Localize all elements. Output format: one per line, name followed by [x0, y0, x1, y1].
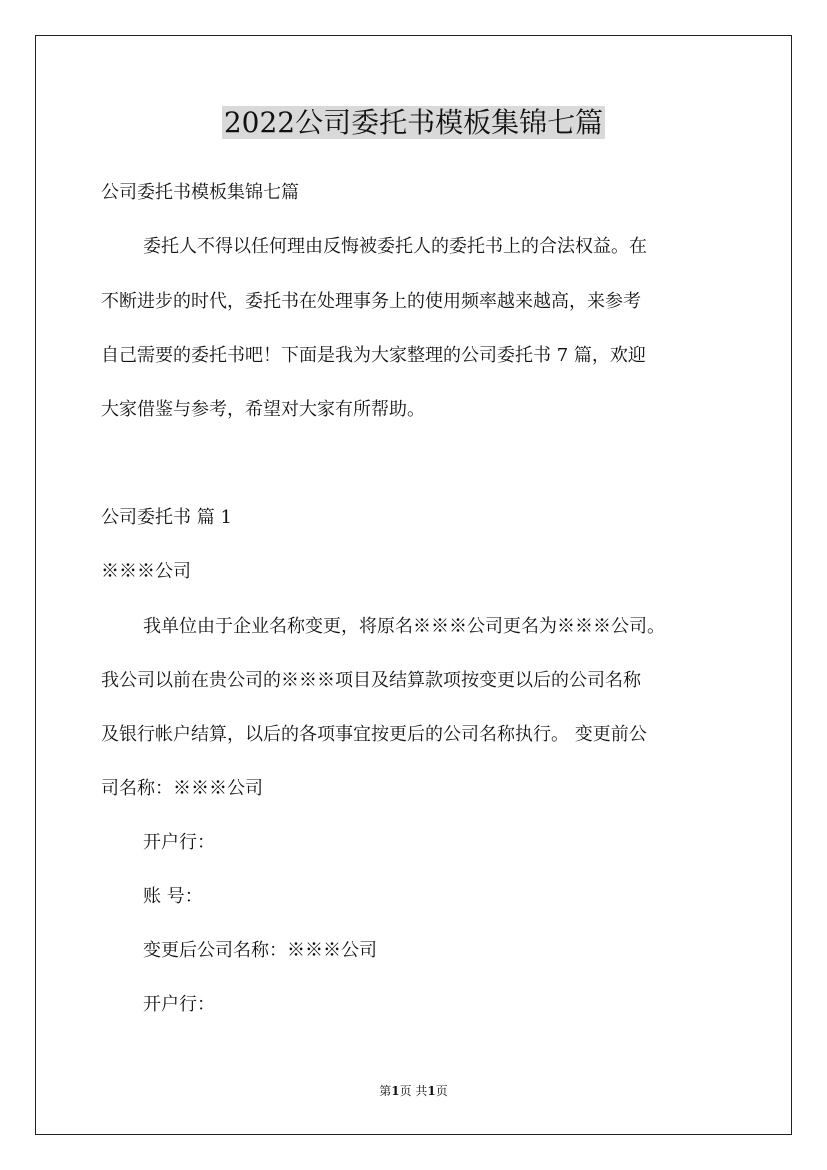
body-line: 我公司以前在贵公司的※※※项目及结算款项按变更以后的公司名称 [101, 670, 641, 691]
intro-line: 大家借鉴与参考，希望对大家有所帮助。 [101, 399, 425, 420]
page-total: 1 [427, 1084, 436, 1098]
page-prefix: 第 [379, 1084, 392, 1098]
body-line: 我单位由于企业名称变更，将原名※※※公司更名为※※※公司。 [143, 616, 665, 637]
section-heading: 公司委托书 篇 1 [101, 507, 232, 528]
intro-line: 委托人不得以任何理由反悔被委托人的委托书上的合法权益。在 [143, 236, 647, 257]
document-title-text: 2022公司委托书模板集锦七篇 [223, 106, 604, 139]
document-title [0, 103, 827, 143]
subtitle: 公司委托书模板集锦七篇 [101, 182, 299, 203]
page-footer [0, 1083, 827, 1099]
page-number: 1 [391, 1084, 400, 1098]
field-new-company-name: 变更后公司名称：※※※公司 [143, 940, 377, 961]
field-account: 账 号： [143, 886, 203, 907]
intro-line: 自己需要的委托书吧！下面是我为大家整理的公司委托书 7 篇，欢迎 [101, 345, 646, 366]
intro-line: 不断进步的时代，委托书在处理事务上的使用频率越来越高，来参考 [101, 291, 641, 312]
addressee: ※※※公司 [101, 561, 191, 582]
page-mid: 页 共 [399, 1084, 428, 1098]
field-bank: 开户行： [143, 832, 215, 853]
body-line: 司名称：※※※公司 [101, 778, 263, 799]
body-line: 及银行帐户结算，以后的各项事宜按更后的公司名称执行。 变更前公 [101, 724, 647, 745]
field-new-bank: 开户行： [143, 994, 215, 1015]
page-suffix: 页 [435, 1084, 448, 1098]
